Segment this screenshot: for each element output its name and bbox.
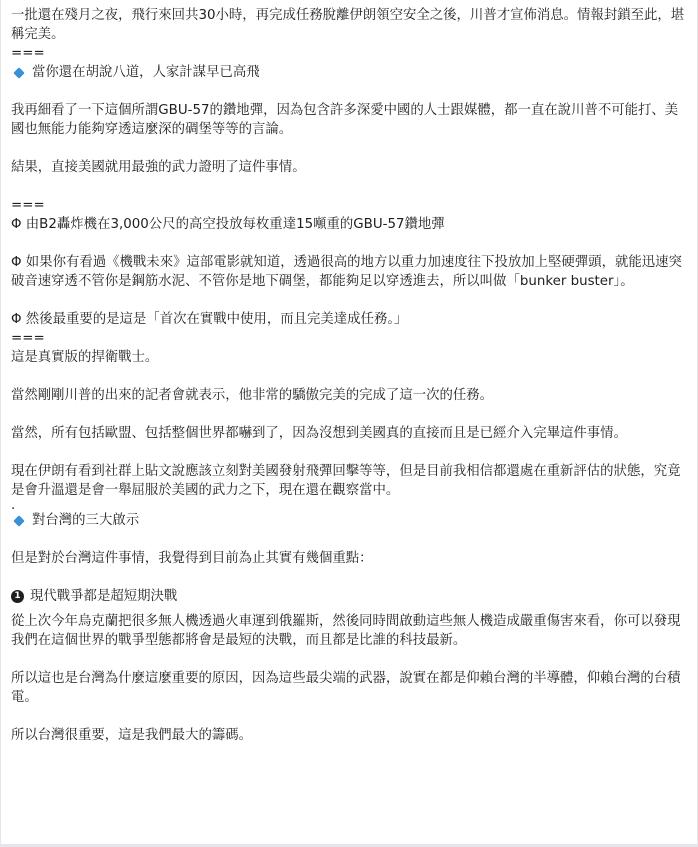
paragraph: 一批還在殘月之夜，飛行來回共30小時，再完成任務脫離伊朗領空安全之後，川普才宣佈消息。情報封鎖至此，堪稱完美。: [11, 8, 685, 42]
heading-text: 現代戰爭都是超短期決戰: [30, 589, 178, 604]
paragraph: 我再細看了一下這個所謂GBU-57的鑽地彈，因為包含許多深愛中國的人士跟媒體，都一直在說川普不可能打、美國也無能力能夠穿透這麼深的碉堡等等的言論。: [11, 103, 679, 137]
paragraph: 所以這也是台灣為什麼這麼重要的原因，因為這些最尖端的武器，說實在都是仰賴台灣的半導體，仰賴台灣的台積電。: [11, 671, 681, 705]
blue-diamond-icon: [13, 515, 24, 526]
paragraph: Φ 然後最重要的是這是「首次在實戰中使用，而且完美達成任務。」: [11, 312, 408, 327]
paragraph: 從上次今年烏克蘭把很多無人機透過火車運到俄羅斯，然後同時間啟動這些無人機造成嚴重傷害來看，你可以發現我們在這個世界的戰爭型態都將會是最短的決戰，而且都是比誰的科技最新。: [11, 614, 681, 648]
paragraph: 這是真實版的捍衛戰士。: [11, 350, 159, 365]
paragraph: Φ 由B2轟炸機在3,000公尺的高空投放每枚重達15噸重的GBU-57鑽地彈: [11, 217, 445, 232]
paragraph: 當然，所有包括歐盟、包括整個世界都嚇到了，因為沒想到美國真的直接而且是已經介入完畢這件事情。: [11, 426, 627, 441]
separator: ===: [11, 198, 45, 213]
paragraph: 當然剛剛川普的出來的記者會就表示，他非常的驕傲完美的完成了這一次的任務。: [11, 388, 494, 403]
blue-diamond-icon: [13, 67, 24, 78]
separator: ===: [11, 46, 45, 61]
paragraph: 所以台灣很重要，這是我們最大的籌碼。: [11, 728, 253, 743]
separator: ===: [11, 331, 45, 346]
paragraph: Φ 如果你有看過《機戰未來》這部電影就知道，透過很高的地方以重力加速度往下投放加上堅硬彈頭，就能迅速突破音速穿透不管你是鋼筋水泥、不管你是地下碉堡，都能夠足以穿透進去，所以叫做「bunker buster」。: [11, 255, 682, 289]
paragraph: 結果，直接美國就用最強的武力證明了這件事情。: [11, 160, 306, 175]
number-one-icon: 1: [11, 590, 24, 603]
heading-text: 當你還在胡說八道，人家計謀早已高飛: [32, 65, 260, 80]
section-heading: [11, 511, 691, 530]
section-heading: [11, 63, 691, 82]
paragraph: 現在伊朗有看到社群上貼文說應該立刻對美國發射飛彈回擊等等，但是目前我相信都還處在重新評估的狀態，究竟是會升溫還是會一舉屈服於美國的武力之下，現在還在觀察當中。: [11, 464, 681, 498]
numbered-heading: [11, 587, 691, 606]
dot-separator: .: [11, 498, 16, 513]
heading-text: 對台灣的三大啟示: [32, 513, 140, 528]
paragraph: 但是對於台灣這件事情，我覺得到目前為止其實有幾個重點：: [11, 551, 373, 566]
